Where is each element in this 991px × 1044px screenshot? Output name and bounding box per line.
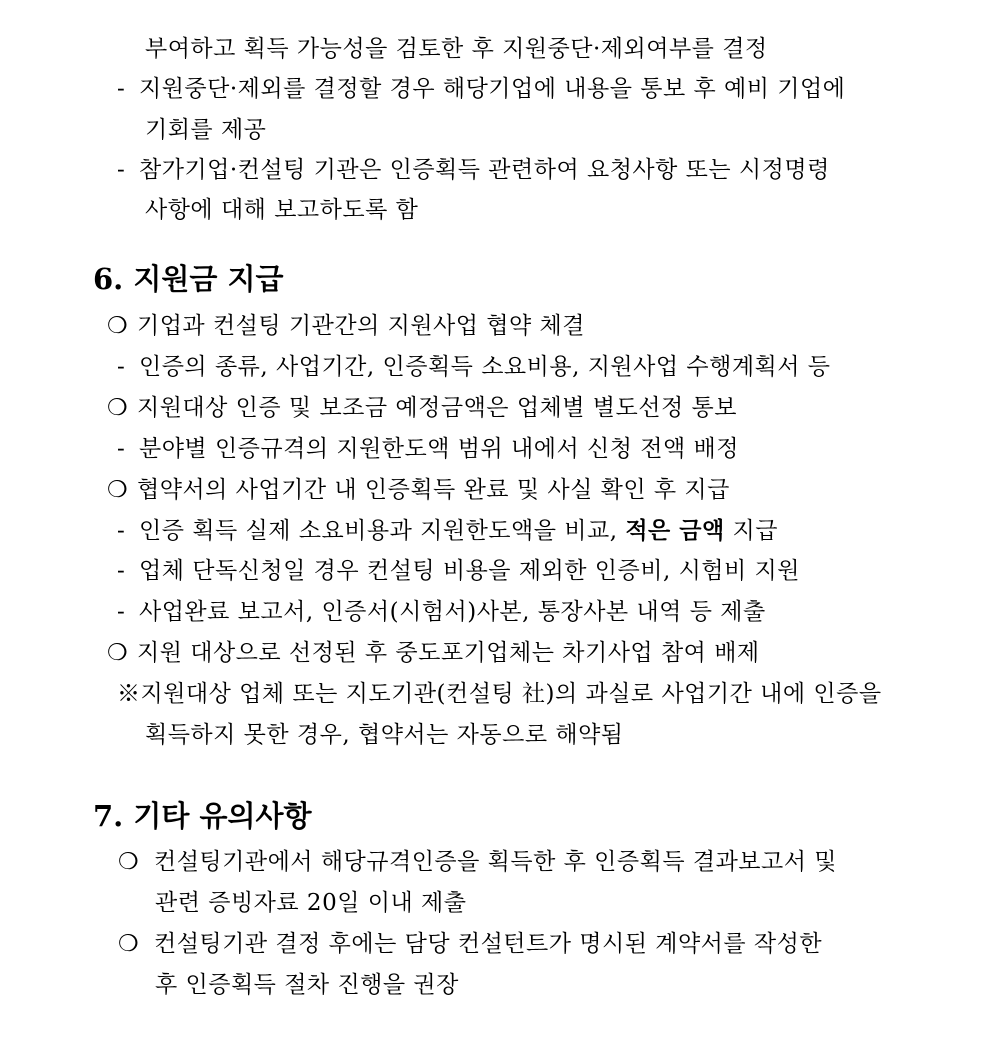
dash-bullet: - (117, 436, 126, 462)
section-6-heading: 6. 지원금 지급 (93, 262, 284, 296)
circle-item (118, 929, 822, 959)
circle-bullet: ❍ (118, 849, 140, 875)
dash-bullet: - (117, 599, 126, 625)
dash-bullet: - (117, 354, 126, 380)
circle-item (107, 475, 730, 505)
circle-text: 컨설팅기관 결정 후에는 담당 컨설턴트가 명시된 계약서를 작성한 (154, 931, 823, 957)
dash-item (117, 556, 800, 586)
dash-bullet: - (117, 157, 126, 183)
circle-bullet: ❍ (107, 395, 129, 421)
circle-item (107, 311, 585, 341)
section-7-heading: 7. 기타 유의사항 (93, 799, 312, 833)
circle-bullet: ❍ (107, 477, 129, 503)
dash-item (117, 434, 739, 464)
circle-bullet: ❍ (118, 931, 140, 957)
dash-text: 업체 단독신청일 경우 컨설팅 비용을 제외한 인증비, 시험비 지원 (139, 558, 800, 584)
circle-item (118, 847, 837, 877)
dash-item (117, 74, 845, 104)
circle-text: 지원 대상으로 선정된 후 중도포기업체는 차기사업 참여 배제 (137, 640, 760, 666)
dash-item (117, 352, 831, 382)
note-line: ※지원대상 업체 또는 지도기관(컨설팅 社)의 과실로 사업기간 내에 인증을 (117, 681, 882, 707)
circle-text: 컨설팅기관에서 해당규격인증을 획득한 후 인증획득 결과보고서 및 (154, 849, 837, 875)
dash-item-continuation: 기회를 제공 (145, 117, 267, 143)
dash-text: 지원중단·제외를 결정할 경우 해당기업에 내용을 통보 후 예비 기업에 (139, 76, 846, 102)
dash-item (117, 597, 766, 627)
circle-item (107, 638, 760, 668)
dash-text: 사업완료 보고서, 인증서(시험서)사본, 통장사본 내역 등 제출 (139, 599, 766, 625)
circle-bullet: ❍ (107, 640, 129, 666)
note-line-continuation: 획득하지 못한 경우, 협약서는 자동으로 해약됨 (145, 722, 624, 748)
circle-text: 기업과 컨설팅 기관간의 지원사업 협약 체결 (137, 313, 585, 339)
dash-item (117, 155, 830, 185)
dash-text: 분야별 인증규격의 지원한도액 범위 내에서 신청 전액 배정 (139, 436, 739, 462)
circle-text: 협약서의 사업기간 내 인증획득 완료 및 사실 확인 후 지급 (137, 477, 730, 503)
dash-bullet: - (117, 76, 126, 102)
dash-bullet: - (117, 558, 126, 584)
circle-item-continuation: 후 인증획득 절차 진행을 권장 (155, 972, 459, 998)
dash-text: 인증 획득 실제 소요비용과 지원한도액을 비교, (139, 518, 618, 544)
circle-bullet: ❍ (107, 313, 129, 339)
intro-line: 부여하고 획득 가능성을 검토한 후 지원중단·제외여부를 결정 (145, 36, 768, 62)
dash-bullet: - (117, 518, 126, 544)
dash-text: 인증의 종류, 사업기간, 인증획득 소요비용, 지원사업 수행계획서 등 (139, 354, 831, 380)
circle-item-continuation: 관련 증빙자료 20일 이내 제출 (155, 890, 467, 916)
dash-item-continuation: 사항에 대해 보고하도록 함 (145, 197, 419, 223)
emphasis-text: 적은 금액 (625, 517, 725, 544)
dash-item (117, 516, 778, 546)
circle-item (107, 393, 737, 423)
dash-text: 참가기업·컨설팅 기관은 인증획득 관련하여 요청사항 또는 시정명령 (139, 157, 830, 183)
circle-text: 지원대상 인증 및 보조금 예정금액은 업체별 별도선정 통보 (137, 395, 737, 421)
dash-text-end: 지급 (732, 518, 778, 544)
